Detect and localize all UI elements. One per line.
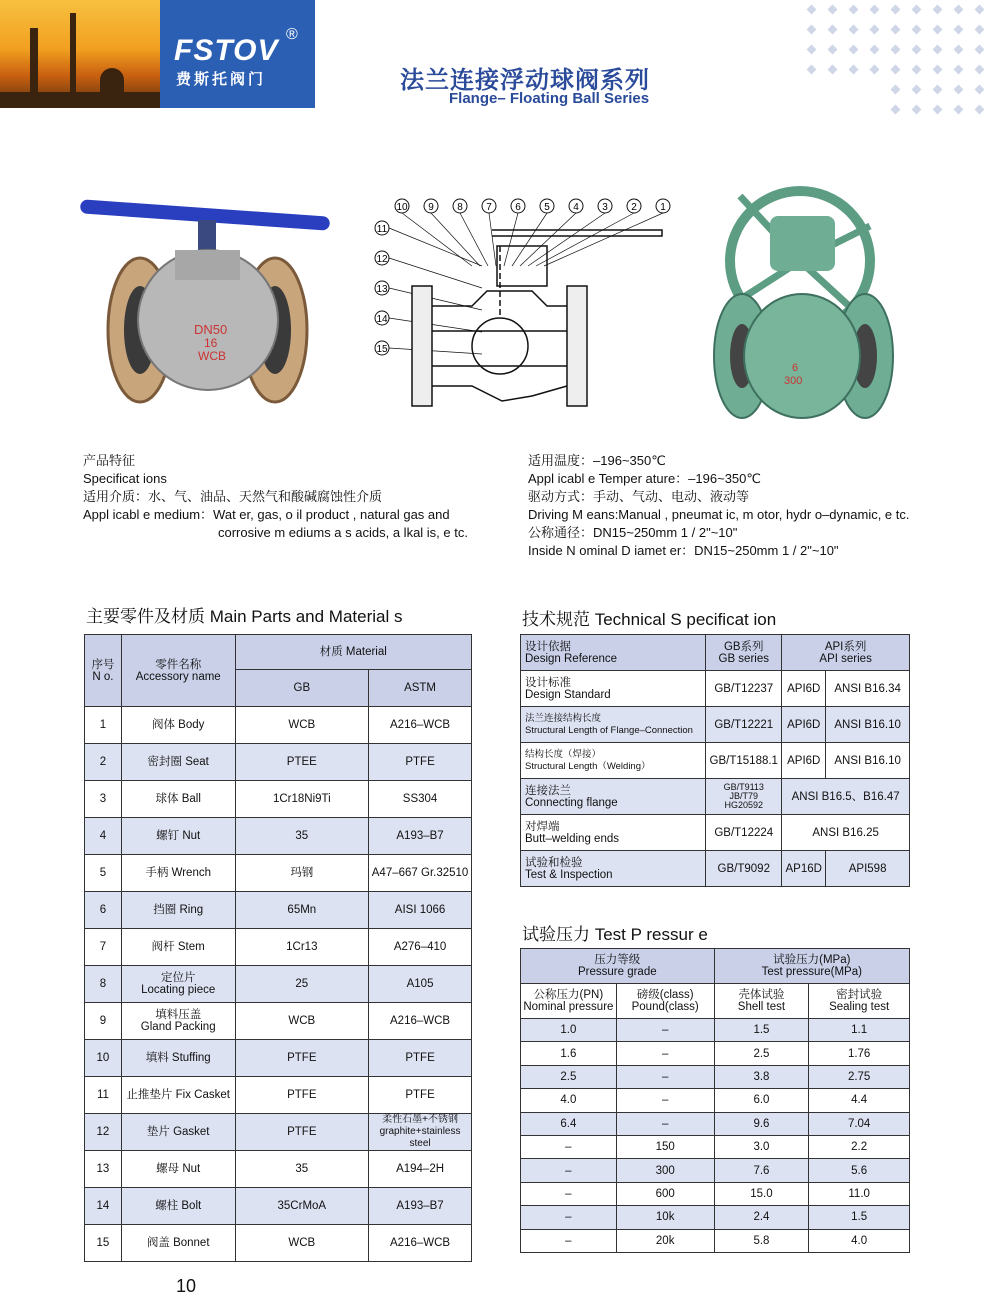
decorative-dot [828, 25, 838, 35]
pound-class: – [616, 1042, 714, 1065]
callout-leader [528, 213, 605, 266]
spec-line: Specificat ions [83, 471, 167, 486]
header-test-pressure: 试验压力(MPa) Test pressure(MPa) [714, 949, 909, 984]
spec-line: Driving M eans:Manual , pneumat ic, m otor, hydr o–dynamic, e tc. [528, 507, 910, 522]
gb-standard: GB/T12237 [706, 671, 782, 707]
valve-body-text: WCB [198, 349, 226, 363]
material-gb: PTFE [235, 1077, 369, 1114]
shell-test: 5.8 [714, 1229, 809, 1252]
manual-ball-valve-photo [80, 190, 340, 430]
table-row [521, 779, 910, 815]
decorative-dot [891, 65, 901, 75]
shell-test: 1.5 [714, 1019, 809, 1042]
decorative-dot [933, 65, 943, 75]
table-row [85, 1225, 472, 1262]
callout-leader [536, 213, 634, 266]
table-row [85, 707, 472, 744]
part-no: 5 [85, 855, 122, 892]
nominal-pressure: – [521, 1229, 617, 1252]
nominal-pressure: 2.5 [521, 1065, 617, 1088]
decorative-dot [954, 85, 964, 95]
sealing-test: 11.0 [809, 1182, 910, 1205]
part-no: 1 [85, 707, 122, 744]
api-standard: API6D [782, 707, 826, 743]
decorative-dot [975, 105, 985, 115]
decorative-dot [912, 85, 922, 95]
sealing-test: 5.6 [809, 1159, 910, 1182]
shell-test: 15.0 [714, 1182, 809, 1205]
spec-left [83, 452, 468, 542]
table-row [521, 851, 910, 887]
material-astm: A105 [369, 966, 472, 1003]
header-astm: ASTM [369, 670, 472, 707]
callout-number: 13 [376, 284, 388, 295]
table-row [521, 743, 910, 779]
nominal-pressure: – [521, 1206, 617, 1229]
part-no: 3 [85, 781, 122, 818]
table-row [85, 1040, 472, 1077]
callout-number: 5 [544, 202, 550, 213]
part-no: 8 [85, 966, 122, 1003]
table-row [85, 1077, 472, 1114]
callout-number: 14 [376, 314, 388, 325]
decorative-dot [870, 25, 880, 35]
gear-operated-ball-valve-photo [700, 186, 900, 436]
table-row [521, 1159, 910, 1182]
header-name: 零件名称 Accessory name [121, 635, 235, 707]
table-row [521, 1206, 910, 1229]
decorative-dot [870, 65, 880, 75]
part-name: 填料压盖 Gland Packing [121, 1003, 235, 1040]
table-row [521, 1135, 910, 1158]
part-name: 密封圈 Seat [121, 744, 235, 781]
decorative-dot [933, 105, 943, 115]
decorative-dot [807, 65, 817, 75]
decorative-dot [912, 5, 922, 15]
decorative-dot [954, 5, 964, 15]
api-standard: ANSI B16.5、B16.47 [782, 779, 910, 815]
part-name: 填料 Stuffing [121, 1040, 235, 1077]
nominal-pressure: – [521, 1135, 617, 1158]
nominal-pressure: – [521, 1182, 617, 1205]
page-number: 10 [176, 1276, 197, 1296]
decorative-dot [849, 45, 859, 55]
table-row [521, 1019, 910, 1042]
decorative-dot [912, 45, 922, 55]
table-row [521, 635, 910, 671]
shell-test: 3.0 [714, 1135, 809, 1158]
material-astm: SS304 [369, 781, 472, 818]
callout-number: 7 [486, 202, 492, 213]
gb-standard: GB/T12224 [706, 815, 782, 851]
part-name: 阀杆 Stem [121, 929, 235, 966]
table-row [521, 815, 910, 851]
decorative-dot [828, 5, 838, 15]
api-standard: API系列 API series [782, 635, 910, 671]
part-no: 11 [85, 1077, 122, 1114]
table-row [85, 855, 472, 892]
part-name: 球体 Ball [121, 781, 235, 818]
test-pressure-table [520, 948, 910, 1253]
material-astm: A216–WCB [369, 707, 472, 744]
header-pound-class: 磅级(class) Pound(class) [616, 984, 714, 1019]
header-no: 序号 N o. [85, 635, 122, 707]
decorative-dot [849, 5, 859, 15]
decorative-dot [975, 5, 985, 15]
valve-body-text: 16 [204, 336, 218, 350]
part-no: 2 [85, 744, 122, 781]
pound-class: 20k [616, 1229, 714, 1252]
material-gb: WCB [235, 1225, 369, 1262]
spec-label: 结构长度（焊接） Structural Length（Welding） [521, 743, 706, 779]
decorative-dot [807, 25, 817, 35]
gb-standard: GB/T12221 [706, 707, 782, 743]
pound-class: – [616, 1089, 714, 1112]
table-row [521, 1042, 910, 1065]
part-name: 定位片 Locating piece [121, 966, 235, 1003]
decorative-dot [807, 5, 817, 15]
table-row [85, 1003, 472, 1040]
material-gb: 25 [235, 966, 369, 1003]
material-gb: 35 [235, 818, 369, 855]
part-no: 4 [85, 818, 122, 855]
shell-test: 3.8 [714, 1065, 809, 1088]
parts-table [84, 634, 472, 1262]
spec-line: Appl icabl e Temper ature：–196~350℃ [528, 471, 761, 486]
table-row [85, 818, 472, 855]
table-row [521, 671, 910, 707]
header-photo [0, 0, 160, 108]
table-row [521, 1182, 910, 1205]
material-astm: PTFE [369, 1077, 472, 1114]
tech-section-title: 技术规范 Technical S pecificat ion [522, 610, 777, 629]
nominal-pressure: – [521, 1159, 617, 1182]
page-title-en: Flange– Floating Ball Series [449, 90, 650, 107]
sealing-test: 2.2 [809, 1135, 910, 1158]
callout-number: 3 [602, 202, 608, 213]
decorative-dot [933, 5, 943, 15]
spec-line: Appl icabl e medium：Wat er, gas, o il product , natural gas and [83, 507, 450, 522]
gb-standard: GB系列 GB series [706, 635, 782, 671]
nominal-pressure: 6.4 [521, 1112, 617, 1135]
callout-number: 12 [376, 254, 388, 265]
pound-class: – [616, 1112, 714, 1135]
spec-line: corrosive m ediums a s acids, a lkal is, e tc. [218, 525, 468, 540]
decorative-dot [933, 45, 943, 55]
part-no: 6 [85, 892, 122, 929]
callout-number: 15 [376, 344, 388, 355]
decorative-dots [808, 6, 998, 116]
material-gb: 玛钢 [235, 855, 369, 892]
material-gb: 1Cr18Ni9Ti [235, 781, 369, 818]
callout-number: 1 [660, 202, 666, 213]
sealing-test: 4.0 [809, 1229, 910, 1252]
gb-standard: GB/T9092 [706, 851, 782, 887]
part-name: 垫片 Gasket [121, 1114, 235, 1151]
ansi-standard: API598 [826, 851, 910, 887]
decorative-dot [891, 45, 901, 55]
material-astm: A47–667 Gr.32510 [369, 855, 472, 892]
callout-leader [489, 213, 496, 266]
part-name: 挡圈 Ring [121, 892, 235, 929]
table-row [85, 744, 472, 781]
spec-label: 设计标准 Design Standard [521, 671, 706, 707]
part-no: 12 [85, 1114, 122, 1151]
header-sealing-test: 密封试验 Sealing test [809, 984, 910, 1019]
nominal-pressure: 1.6 [521, 1042, 617, 1065]
callout-leader [544, 213, 663, 266]
spec-label: 设计依据 Design Reference [521, 635, 706, 671]
decorative-dot [975, 85, 985, 95]
decorative-dot [975, 25, 985, 35]
material-gb: 65Mn [235, 892, 369, 929]
spec-label: 连接法兰 Connecting flange [521, 779, 706, 815]
sealing-test: 4.4 [809, 1089, 910, 1112]
callout-leader [504, 213, 518, 266]
table-row [521, 707, 910, 743]
nominal-pressure: 1.0 [521, 1019, 617, 1042]
valve-body-text: 6 [792, 362, 799, 374]
pound-class: 600 [616, 1182, 714, 1205]
part-name: 止推垫片 Fix Casket [121, 1077, 235, 1114]
part-no: 15 [85, 1225, 122, 1262]
material-gb: WCB [235, 707, 369, 744]
decorative-dot [975, 65, 985, 75]
decorative-dot [870, 45, 880, 55]
page-title-cn: 法兰连接浮动球阀系列 [400, 67, 650, 94]
header-pressure-grade: 压力等级 Pressure grade [521, 949, 715, 984]
part-no: 9 [85, 1003, 122, 1040]
shell-test: 2.4 [714, 1206, 809, 1229]
callout-leader [460, 213, 488, 266]
callout-number: 9 [428, 202, 434, 213]
table-row [521, 1089, 910, 1112]
part-no: 13 [85, 1151, 122, 1188]
callout-number: 11 [376, 224, 388, 235]
valve-body-text: 300 [784, 375, 803, 387]
decorative-dot [807, 45, 817, 55]
header-gb: GB [235, 670, 369, 707]
nominal-pressure: 4.0 [521, 1089, 617, 1112]
callout-number: 6 [515, 202, 521, 213]
api-standard: AP16D [782, 851, 826, 887]
callout-leader [520, 213, 576, 266]
decorative-dot [891, 105, 901, 115]
sealing-test: 1.5 [809, 1206, 910, 1229]
table-row [521, 1229, 910, 1252]
part-name: 阀体 Body [121, 707, 235, 744]
spec-line: 驱动方式：手动、气动、电动、液动等 [528, 489, 750, 504]
material-astm: A216–WCB [369, 1003, 472, 1040]
decorative-dot [975, 45, 985, 55]
decorative-dot [954, 45, 964, 55]
registered-mark: ® [286, 26, 298, 43]
valve-cross-section-diagram [372, 196, 672, 436]
material-astm: AISI 1066 [369, 892, 472, 929]
callout-number: 4 [573, 202, 579, 213]
decorative-dot [933, 85, 943, 95]
callout-leader [389, 258, 482, 288]
material-gb: 35 [235, 1151, 369, 1188]
material-gb: WCB [235, 1003, 369, 1040]
decorative-dot [891, 25, 901, 35]
part-no: 14 [85, 1188, 122, 1225]
gb-standard: GB/T9113 JB/T79 HG20592 [706, 779, 782, 815]
part-name: 手柄 Wrench [121, 855, 235, 892]
decorative-dot [849, 65, 859, 75]
spec-line: 产品特征 [83, 453, 136, 468]
gb-standard: GB/T15188.1 [706, 743, 782, 779]
callout-leader [389, 318, 482, 332]
spec-line: 公称通径：DN15~250mm 1 / 2"~10" [528, 525, 738, 540]
material-astm: PTFE [369, 744, 472, 781]
decorative-dot [849, 25, 859, 35]
callout-leader [389, 228, 482, 266]
pound-class: – [616, 1019, 714, 1042]
decorative-dot [954, 65, 964, 75]
ansi-standard: ANSI B16.10 [826, 743, 910, 779]
material-gb: 1Cr13 [235, 929, 369, 966]
table-row [85, 1114, 472, 1151]
spec-label: 试验和检验 Test & Inspection [521, 851, 706, 887]
shell-test: 7.6 [714, 1159, 809, 1182]
spec-label: 对焊端 Butt–welding ends [521, 815, 706, 851]
spec-line: Inside N ominal D iamet er：DN15~250mm 1 / 2"~10" [528, 543, 839, 558]
decorative-dot [828, 45, 838, 55]
sealing-test: 2.75 [809, 1065, 910, 1088]
table-row [85, 892, 472, 929]
material-astm: PTFE [369, 1040, 472, 1077]
material-gb: 35CrMoA [235, 1188, 369, 1225]
decorative-dot [828, 65, 838, 75]
part-name: 螺母 Nut [121, 1151, 235, 1188]
spec-label: 法兰连接结构长度 Structural Length of Flange–Connection [521, 707, 706, 743]
material-gb: PTFE [235, 1040, 369, 1077]
part-name: 阀盖 Bonnet [121, 1225, 235, 1262]
ansi-standard: ANSI B16.10 [826, 707, 910, 743]
api-standard: API6D [782, 671, 826, 707]
brand-name-cn: 费斯托阀门 [176, 71, 267, 88]
part-name: 螺柱 Bolt [121, 1188, 235, 1225]
table-row [85, 929, 472, 966]
callout-number: 10 [396, 202, 408, 213]
table-row [85, 1188, 472, 1225]
material-gb: PTEE [235, 744, 369, 781]
spec-line: 适用温度：–196~350℃ [528, 453, 666, 468]
brand-name: FSTOV [174, 34, 279, 67]
table-row [85, 966, 472, 1003]
decorative-dot [912, 25, 922, 35]
shell-test: 6.0 [714, 1089, 809, 1112]
decorative-dot [933, 25, 943, 35]
decorative-dot [912, 65, 922, 75]
callout-leader [389, 348, 482, 354]
decorative-dot [870, 5, 880, 15]
brand-logo [160, 0, 315, 108]
decorative-dot [954, 105, 964, 115]
pressure-section-title: 试验压力 Test P ressur e [522, 925, 708, 944]
material-astm: A193–B7 [369, 1188, 472, 1225]
callout-leader [431, 213, 480, 266]
sealing-test: 1.1 [809, 1019, 910, 1042]
decorative-dot [891, 85, 901, 95]
header-shell-test: 壳体试验 Shell test [714, 984, 809, 1019]
table-row [85, 781, 472, 818]
valve-body-text: DN50 [194, 322, 228, 337]
callout-leader [402, 213, 472, 266]
shell-test: 9.6 [714, 1112, 809, 1135]
material-astm: A276–410 [369, 929, 472, 966]
table-row [521, 1065, 910, 1088]
callout-number: 8 [457, 202, 463, 213]
ansi-standard: ANSI B16.34 [826, 671, 910, 707]
spec-line: 适用介质：水、气、油品、天然气和酸碱腐蚀性介质 [83, 489, 383, 504]
sealing-test: 7.04 [809, 1112, 910, 1135]
table-row [85, 1151, 472, 1188]
decorative-dot [891, 5, 901, 15]
table-row [521, 1112, 910, 1135]
callout-number: 2 [631, 202, 637, 213]
decorative-dot [912, 105, 922, 115]
api-standard: API6D [782, 743, 826, 779]
part-no: 7 [85, 929, 122, 966]
part-name: 螺钉 Nut [121, 818, 235, 855]
pound-class: 10k [616, 1206, 714, 1229]
pound-class: 150 [616, 1135, 714, 1158]
part-no: 10 [85, 1040, 122, 1077]
shell-test: 2.5 [714, 1042, 809, 1065]
header-material: 材质 Material [235, 635, 471, 670]
material-astm: 柔性石墨+不锈钢 graphite+stainless steel [369, 1114, 472, 1151]
material-astm: A216–WCB [369, 1225, 472, 1262]
parts-section-title: 主要零件及材质 Main Parts and Material s [86, 607, 403, 626]
tech-spec-table [520, 634, 910, 887]
material-astm: A194–2H [369, 1151, 472, 1188]
callout-leader [512, 213, 547, 266]
decorative-dot [954, 25, 964, 35]
pound-class: 300 [616, 1159, 714, 1182]
api-standard: ANSI B16.25 [782, 815, 910, 851]
spec-right [528, 452, 910, 560]
header-nominal-pressure: 公称压力(PN) Nominal pressure [521, 984, 617, 1019]
pound-class: – [616, 1065, 714, 1088]
sealing-test: 1.76 [809, 1042, 910, 1065]
material-gb: PTFE [235, 1114, 369, 1151]
material-astm: A193–B7 [369, 818, 472, 855]
